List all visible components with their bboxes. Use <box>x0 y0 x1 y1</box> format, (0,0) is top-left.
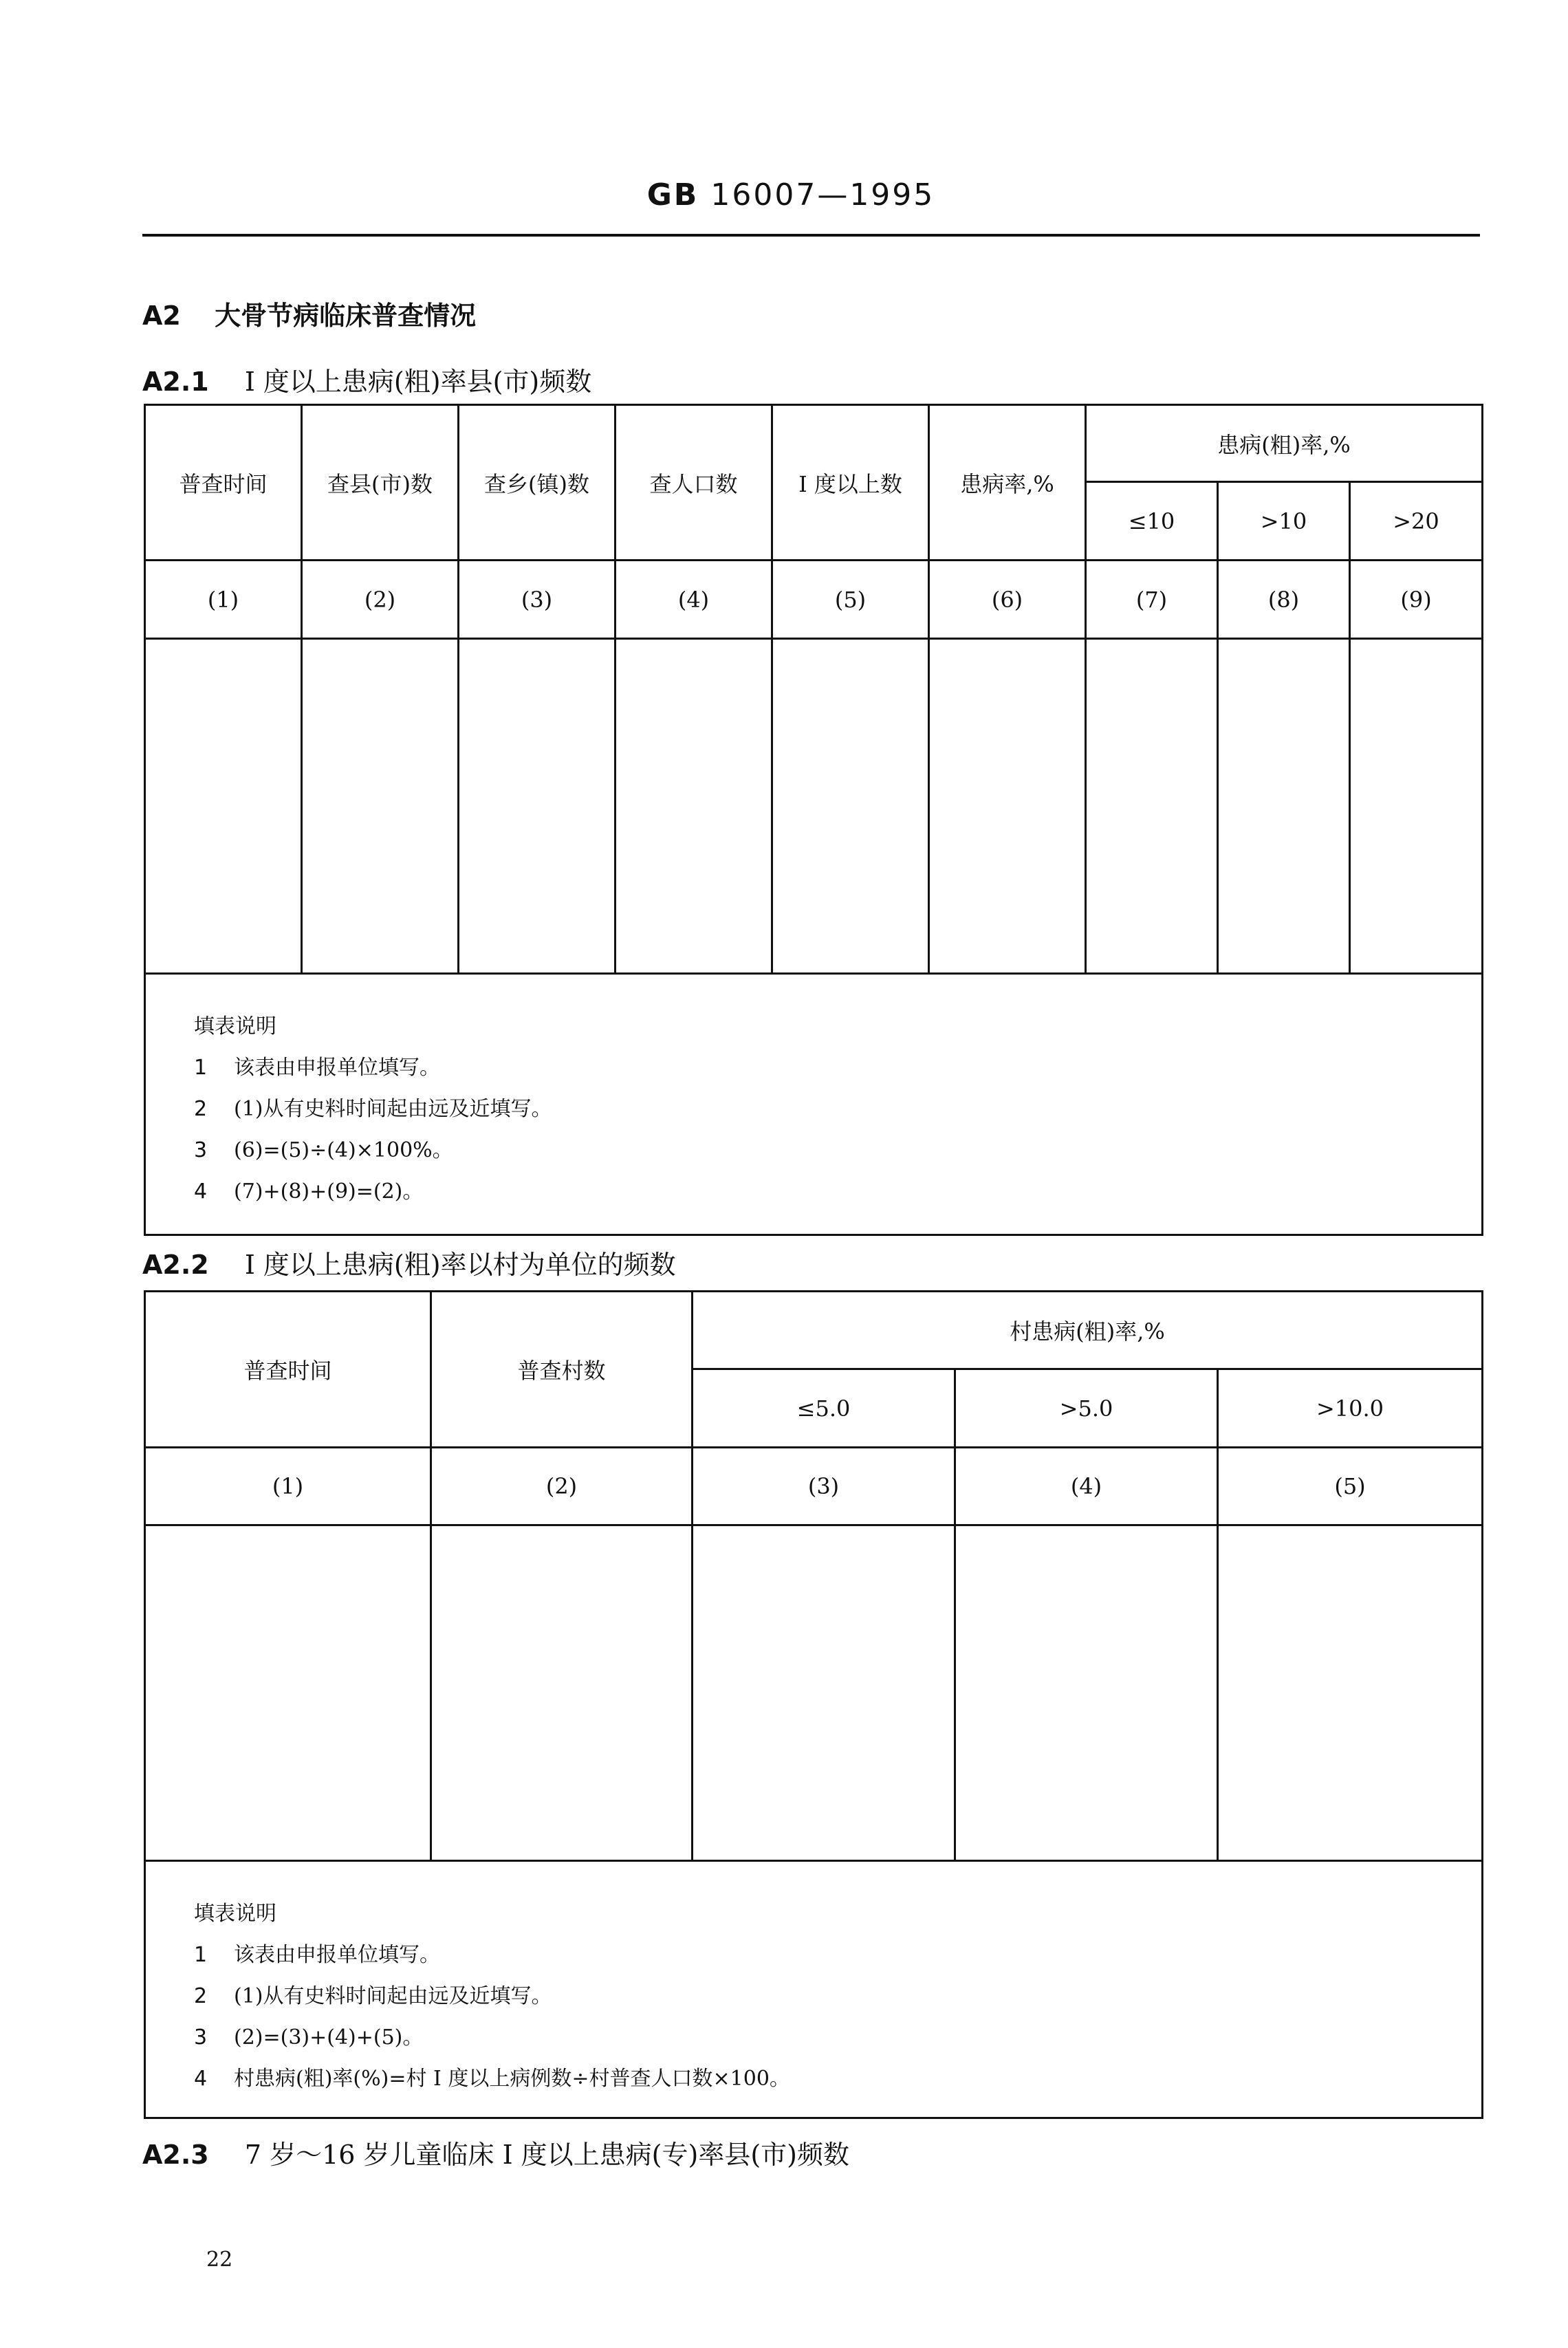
table1-data-cell[interactable] <box>1218 639 1350 974</box>
table3-title: 7 岁～16 岁儿童临床 I 度以上患病(专)率县(市)频数 <box>244 2140 849 2170</box>
table1-data-cell[interactable] <box>772 639 929 974</box>
note-number: 2 <box>194 1984 208 2008</box>
table2-note-line <box>194 1976 1481 2017</box>
table1-notes-title: 填表说明 <box>194 1014 276 1039</box>
table2-number: A2.2 <box>142 1250 209 1280</box>
table1-index-cell: (2) <box>302 561 459 639</box>
table2-index-cell: (2) <box>431 1448 693 1525</box>
table1-index-cell: (7) <box>1086 561 1218 639</box>
standard-header <box>0 177 1568 213</box>
table2-caption <box>142 1243 676 1281</box>
table2-data-cell[interactable] <box>693 1525 955 1861</box>
table1-group-col-3: >20 <box>1350 482 1483 561</box>
table1-data-cell[interactable] <box>145 639 302 974</box>
table1-index-cell: (6) <box>929 561 1086 639</box>
table1-index-cell: (3) <box>459 561 616 639</box>
table1-index-cell: (1) <box>145 561 302 639</box>
table2-notes <box>145 1861 1483 2118</box>
table1-note-line <box>194 1089 1481 1130</box>
table1-note-line <box>194 1130 1481 1171</box>
note-number: 4 <box>194 2067 208 2091</box>
table2-group-col-3: >10.0 <box>1218 1369 1483 1448</box>
table3-number: A2.3 <box>142 2140 209 2170</box>
table1-group-col-2: >10 <box>1218 482 1350 561</box>
note-number: 3 <box>194 1138 208 1162</box>
table1-index-cell: (9) <box>1350 561 1483 639</box>
table1-data-cell[interactable] <box>1350 639 1483 974</box>
table1-col-header-4: 查人口数 <box>616 405 772 561</box>
note-text: (1)从有史料时间起由远及近填写。 <box>234 1097 552 1121</box>
table2-data-cell[interactable] <box>431 1525 693 1861</box>
table1-col-header-3: 查乡(镇)数 <box>459 405 616 561</box>
note-number: 2 <box>194 1097 208 1121</box>
table1-col-header-1: 普查时间 <box>145 405 302 561</box>
section-number: A2 <box>142 301 181 331</box>
table1-notes <box>145 974 1483 1235</box>
note-number: 1 <box>194 1943 208 1967</box>
table2-note-line <box>194 2058 1481 2100</box>
table1-note-line <box>194 1171 1481 1213</box>
table2-data-cell[interactable] <box>145 1525 431 1861</box>
table2-data-cell[interactable] <box>955 1525 1218 1861</box>
table1-data-cell[interactable] <box>1086 639 1218 974</box>
note-text: 该表由申报单位填写。 <box>234 1943 440 1967</box>
table1-data-cell[interactable] <box>459 639 616 974</box>
table1-title: I 度以上患病(粗)率县(市)频数 <box>244 367 592 397</box>
table2-notes-title: 填表说明 <box>194 1902 276 1926</box>
table1-index-cell: (8) <box>1218 561 1350 639</box>
section-heading <box>142 294 476 332</box>
table1-data-cell[interactable] <box>929 639 1086 974</box>
table2-index-cell: (4) <box>955 1448 1218 1525</box>
table1-col-header-5: I 度以上数 <box>772 405 929 561</box>
note-text: 该表由申报单位填写。 <box>234 1056 440 1080</box>
table2 <box>144 1290 1483 2119</box>
table2-note-line <box>194 2017 1481 2058</box>
table1 <box>144 404 1483 1236</box>
table1-col-header-2: 查县(市)数 <box>302 405 459 561</box>
table1-index-cell: (4) <box>616 561 772 639</box>
table1-caption <box>142 360 591 398</box>
table1-number: A2.1 <box>142 367 209 397</box>
table1-data-cell[interactable] <box>616 639 772 974</box>
table1-data-cell[interactable] <box>302 639 459 974</box>
note-text: (2)=(3)+(4)+(5)。 <box>234 2025 424 2050</box>
note-number: 4 <box>194 1180 208 1204</box>
table2-col-header-1: 普查时间 <box>145 1292 431 1448</box>
standard-prefix: GB <box>646 177 699 213</box>
section-title: 大骨节病临床普查情况 <box>215 301 477 331</box>
table1-col-header-6: 患病率,% <box>929 405 1086 561</box>
table2-col-header-2: 普查村数 <box>431 1292 693 1448</box>
note-text: (7)+(8)+(9)=(2)。 <box>234 1180 424 1204</box>
table1-note-line <box>194 1047 1481 1089</box>
standard-number: 16007—1995 <box>710 177 935 213</box>
note-text: (1)从有史料时间起由远及近填写。 <box>234 1984 552 2008</box>
note-number: 1 <box>194 1056 208 1080</box>
table3-caption <box>142 2133 849 2171</box>
table2-group-col-1: ≤5.0 <box>693 1369 955 1448</box>
note-text: (6)=(5)÷(4)×100%。 <box>234 1138 453 1162</box>
page-number: 22 <box>206 2248 233 2272</box>
table1-group-col-1: ≤10 <box>1086 482 1218 561</box>
table2-data-cell[interactable] <box>1218 1525 1483 1861</box>
table2-title: I 度以上患病(粗)率以村为单位的频数 <box>244 1250 676 1280</box>
note-number: 3 <box>194 2025 208 2050</box>
header-rule <box>142 234 1480 237</box>
table2-index-cell: (3) <box>693 1448 955 1525</box>
note-text: 村患病(粗)率(%)=村 I 度以上病例数÷村普查人口数×100。 <box>234 2067 790 2091</box>
table2-group-col-2: >5.0 <box>955 1369 1218 1448</box>
table2-index-cell: (5) <box>1218 1448 1483 1525</box>
table1-index-cell: (5) <box>772 561 929 639</box>
table2-index-cell: (1) <box>145 1448 431 1525</box>
table2-group-header: 村患病(粗)率,% <box>693 1292 1483 1369</box>
table2-note-line <box>194 1935 1481 1976</box>
table1-group-header: 患病(粗)率,% <box>1086 405 1483 482</box>
